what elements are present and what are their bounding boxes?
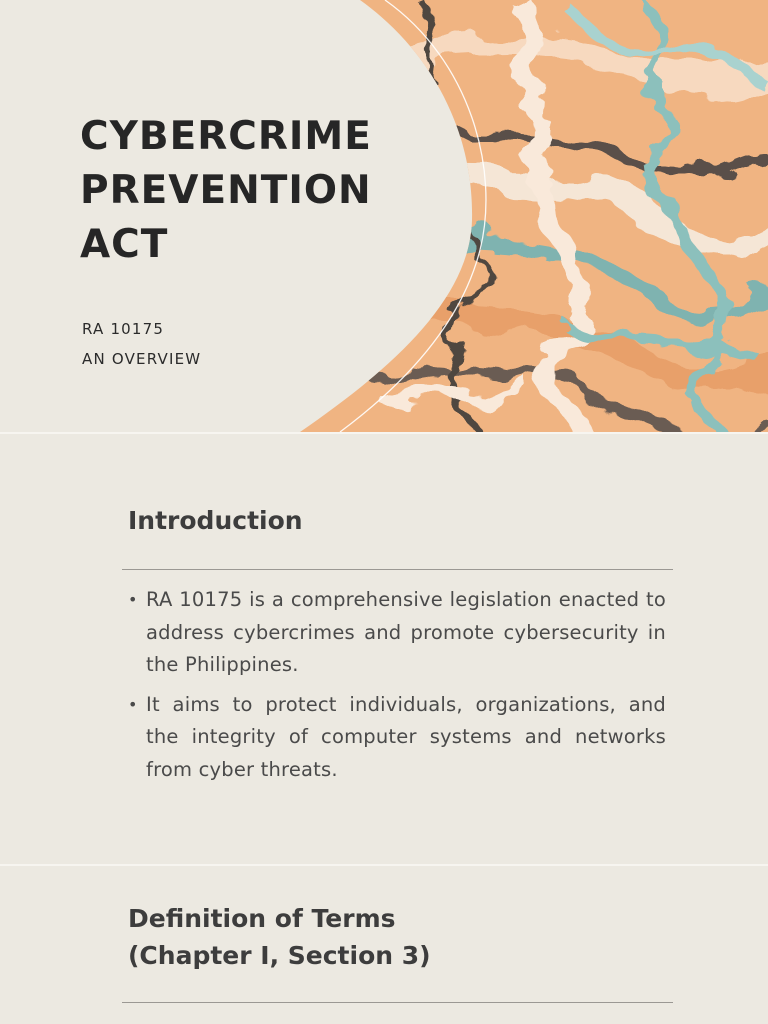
heading-divider: [122, 569, 673, 570]
list-item: [128, 584, 666, 682]
heading-divider: [122, 1002, 673, 1003]
definitions-heading: [128, 900, 431, 974]
subtitle-line: AN OVERVIEW: [82, 350, 202, 368]
bullet-marker: •: [128, 590, 138, 609]
title-line: ACT: [80, 222, 169, 267]
introduction-slide: [0, 434, 768, 864]
introduction-bullet-list: [128, 584, 666, 793]
bullet-text: RA 10175 is a comprehensive legislation enacted to address cybercrimes and promote cybersecurity in the Philippines.: [146, 588, 666, 676]
presentation-subtitle: [82, 314, 201, 374]
subtitle-line: RA 10175: [82, 320, 165, 338]
introduction-heading: Introduction: [128, 506, 303, 535]
heading-line: (Chapter I, Section 3): [128, 941, 431, 970]
heading-line: Definition of Terms: [128, 904, 396, 933]
title-line: PREVENTION: [80, 168, 372, 213]
bullet-marker: •: [128, 694, 138, 714]
bullet-text: It aims to protect individuals, organizations, and the integrity of computer systems and networks from cyber threats.: [146, 692, 666, 781]
title-line: CYBERCRIME: [80, 114, 372, 159]
definitions-slide: [0, 866, 768, 1024]
list-item: [128, 689, 666, 787]
presentation-title: [80, 110, 372, 272]
title-slide: [0, 0, 768, 432]
